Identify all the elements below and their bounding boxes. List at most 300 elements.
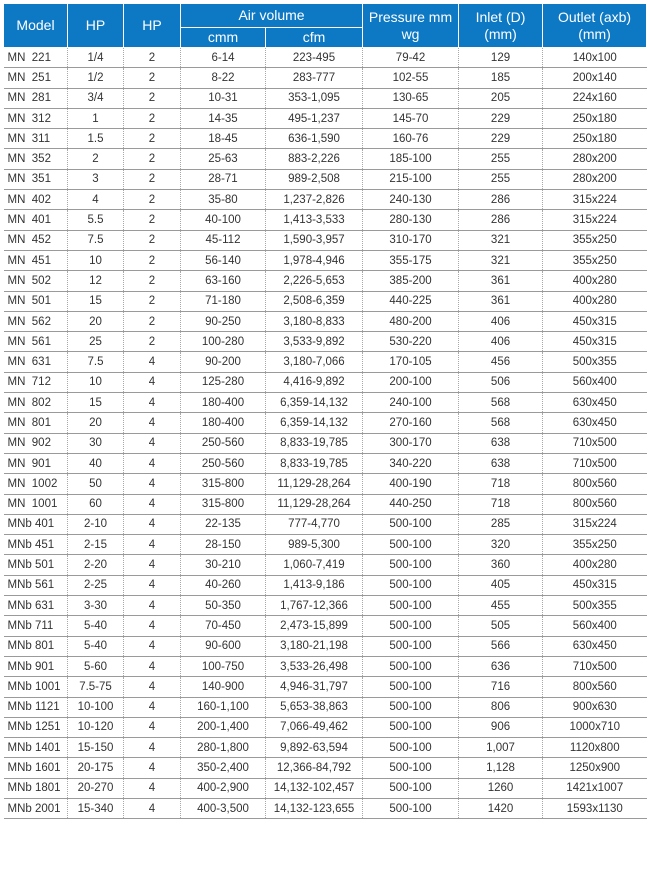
cell-outlet: 280x200: [543, 169, 647, 189]
cell-model: MNb 561: [4, 575, 68, 595]
cell-inlet: 638: [459, 453, 543, 473]
cell-hp-poles: 2: [124, 210, 181, 230]
header-hp-poles: HP: [124, 4, 181, 48]
cell-outlet: 200x140: [543, 68, 647, 88]
cell-cmm: 28-150: [181, 535, 266, 555]
cell-model: MN 631: [4, 352, 68, 372]
cell-model: MN 902: [4, 433, 68, 453]
cell-cmm: 30-210: [181, 555, 266, 575]
cell-hp: 15: [68, 393, 124, 413]
cell-hp-poles: 4: [124, 555, 181, 575]
cell-model: MN 562: [4, 311, 68, 331]
cell-inlet: 906: [459, 717, 543, 737]
table-row: [4, 535, 647, 555]
cell-inlet: 129: [459, 48, 543, 68]
table-row: [4, 352, 647, 372]
cell-cmm: 56-140: [181, 250, 266, 270]
cell-outlet: 250x180: [543, 108, 647, 128]
cell-hp-poles: 4: [124, 758, 181, 778]
cell-inlet: 455: [459, 596, 543, 616]
table-header: [4, 4, 647, 48]
header-inlet: Inlet (D) (mm): [459, 4, 543, 48]
table-row: [4, 413, 647, 433]
cell-hp: 10: [68, 372, 124, 392]
cell-model: MN 281: [4, 88, 68, 108]
cell-pressure: 270-160: [363, 413, 459, 433]
cell-hp: 2-20: [68, 555, 124, 575]
cell-inlet: 718: [459, 474, 543, 494]
cell-model: MN 802: [4, 393, 68, 413]
cell-hp: 1: [68, 108, 124, 128]
cell-hp-poles: 4: [124, 738, 181, 758]
table-row: [4, 271, 647, 291]
cell-inlet: 566: [459, 636, 543, 656]
cell-hp: 4: [68, 190, 124, 210]
cell-cmm: 22-135: [181, 514, 266, 534]
cell-model: MN 401: [4, 210, 68, 230]
cell-cmm: 14-35: [181, 108, 266, 128]
cell-cfm: 1,413-3,533: [266, 210, 363, 230]
cell-model: MN 221: [4, 48, 68, 68]
table-row: [4, 129, 647, 149]
cell-outlet: 450x315: [543, 311, 647, 331]
cell-model: MN 712: [4, 372, 68, 392]
cell-model: MNb 801: [4, 636, 68, 656]
cell-model: MN 1002: [4, 474, 68, 494]
cell-inlet: 718: [459, 494, 543, 514]
header-cmm: cmm: [181, 28, 266, 48]
cell-pressure: 240-100: [363, 393, 459, 413]
cell-cmm: 70-450: [181, 616, 266, 636]
cell-hp-poles: 4: [124, 717, 181, 737]
cell-cmm: 350-2,400: [181, 758, 266, 778]
cell-outlet: 280x200: [543, 149, 647, 169]
cell-inlet: 361: [459, 291, 543, 311]
cell-pressure: 200-100: [363, 372, 459, 392]
cell-cmm: 28-71: [181, 169, 266, 189]
cell-cfm: 4,946-31,797: [266, 677, 363, 697]
cell-outlet: 800x560: [543, 474, 647, 494]
cell-hp-poles: 4: [124, 677, 181, 697]
cell-cfm: 883-2,226: [266, 149, 363, 169]
cell-pressure: 160-76: [363, 129, 459, 149]
cell-outlet: 710x500: [543, 453, 647, 473]
cell-cmm: 10-31: [181, 88, 266, 108]
cell-hp-poles: 2: [124, 190, 181, 210]
table-row: [4, 596, 647, 616]
table-row: [4, 453, 647, 473]
cell-hp: 12: [68, 271, 124, 291]
cell-model: MNb 631: [4, 596, 68, 616]
cell-hp-poles: 2: [124, 129, 181, 149]
cell-cmm: 140-900: [181, 677, 266, 697]
cell-pressure: 500-100: [363, 717, 459, 737]
cell-outlet: 560x400: [543, 616, 647, 636]
cell-model: MN 352: [4, 149, 68, 169]
table-row: [4, 778, 647, 798]
cell-cfm: 12,366-84,792: [266, 758, 363, 778]
cell-cmm: 315-800: [181, 494, 266, 514]
cell-inlet: 320: [459, 535, 543, 555]
cell-pressure: 145-70: [363, 108, 459, 128]
cell-pressure: 480-200: [363, 311, 459, 331]
table-row: [4, 636, 647, 656]
cell-hp: 50: [68, 474, 124, 494]
cell-outlet: 450x315: [543, 575, 647, 595]
cell-hp: 15-150: [68, 738, 124, 758]
cell-cfm: 9,892-63,594: [266, 738, 363, 758]
cell-inlet: 360: [459, 555, 543, 575]
cell-pressure: 79-42: [363, 48, 459, 68]
cell-inlet: 568: [459, 413, 543, 433]
cell-cfm: 3,180-21,198: [266, 636, 363, 656]
cell-hp: 3-30: [68, 596, 124, 616]
cell-cfm: 4,416-9,892: [266, 372, 363, 392]
cell-hp: 7.5-75: [68, 677, 124, 697]
table-row: [4, 210, 647, 230]
cell-inlet: 286: [459, 190, 543, 210]
table-row: [4, 494, 647, 514]
cell-cmm: 250-560: [181, 433, 266, 453]
cell-hp-poles: 2: [124, 250, 181, 270]
table-row: [4, 311, 647, 331]
cell-inlet: 806: [459, 697, 543, 717]
cell-cfm: 14,132-102,457: [266, 778, 363, 798]
cell-cfm: 2,508-6,359: [266, 291, 363, 311]
cell-hp-poles: 4: [124, 413, 181, 433]
cell-pressure: 300-170: [363, 433, 459, 453]
cell-model: MN 351: [4, 169, 68, 189]
cell-hp-poles: 2: [124, 48, 181, 68]
cell-outlet: 1120x800: [543, 738, 647, 758]
cell-cfm: 6,359-14,132: [266, 413, 363, 433]
cell-hp: 3/4: [68, 88, 124, 108]
table-row: [4, 230, 647, 250]
table-row: [4, 656, 647, 676]
cell-model: MN 452: [4, 230, 68, 250]
cell-model: MNb 451: [4, 535, 68, 555]
cell-model: MNb 1121: [4, 697, 68, 717]
table-row: [4, 717, 647, 737]
cell-hp: 20: [68, 311, 124, 331]
table-row: [4, 68, 647, 88]
cell-hp-poles: 2: [124, 332, 181, 352]
table-row: [4, 169, 647, 189]
cell-hp-poles: 4: [124, 697, 181, 717]
cell-cmm: 25-63: [181, 149, 266, 169]
cell-pressure: 500-100: [363, 656, 459, 676]
table-row: [4, 190, 647, 210]
cell-model: MN 311: [4, 129, 68, 149]
cell-hp-poles: 4: [124, 433, 181, 453]
table-row: [4, 291, 647, 311]
cell-hp: 20-270: [68, 778, 124, 798]
cell-pressure: 310-170: [363, 230, 459, 250]
cell-outlet: 1421x1007: [543, 778, 647, 798]
cell-model: MNb 1801: [4, 778, 68, 798]
cell-cmm: 280-1,800: [181, 738, 266, 758]
cell-cmm: 50-350: [181, 596, 266, 616]
cell-cfm: 3,180-7,066: [266, 352, 363, 372]
cell-inlet: 229: [459, 108, 543, 128]
cell-model: MNb 501: [4, 555, 68, 575]
table-row: [4, 433, 647, 453]
cell-pressure: 500-100: [363, 596, 459, 616]
cell-model: MNb 1401: [4, 738, 68, 758]
table-row: [4, 250, 647, 270]
cell-outlet: 710x500: [543, 433, 647, 453]
cell-pressure: 130-65: [363, 88, 459, 108]
cell-model: MN 561: [4, 332, 68, 352]
cell-cmm: 400-3,500: [181, 798, 266, 818]
cell-hp: 30: [68, 433, 124, 453]
cell-hp-poles: 2: [124, 68, 181, 88]
cell-outlet: 1000x710: [543, 717, 647, 737]
cell-hp-poles: 4: [124, 453, 181, 473]
cell-pressure: 400-190: [363, 474, 459, 494]
cell-hp: 2-25: [68, 575, 124, 595]
cell-model: MN 312: [4, 108, 68, 128]
cell-cmm: 180-400: [181, 413, 266, 433]
cell-pressure: 170-105: [363, 352, 459, 372]
cell-inlet: 1,128: [459, 758, 543, 778]
cell-cfm: 14,132-123,655: [266, 798, 363, 818]
cell-hp-poles: 4: [124, 535, 181, 555]
cell-hp-poles: 4: [124, 636, 181, 656]
cell-hp-poles: 4: [124, 474, 181, 494]
header-air-volume: Air volume: [181, 4, 363, 28]
cell-cmm: 45-112: [181, 230, 266, 250]
cell-outlet: 140x100: [543, 48, 647, 68]
cell-hp-poles: 2: [124, 169, 181, 189]
table-row: [4, 616, 647, 636]
table-row: [4, 332, 647, 352]
cell-model: MNb 1601: [4, 758, 68, 778]
cell-cmm: 90-250: [181, 311, 266, 331]
cell-cfm: 1,413-9,186: [266, 575, 363, 595]
cell-pressure: 500-100: [363, 514, 459, 534]
cell-hp-poles: 4: [124, 393, 181, 413]
cell-pressure: 500-100: [363, 616, 459, 636]
cell-outlet: 315x224: [543, 514, 647, 534]
cell-outlet: 1250x900: [543, 758, 647, 778]
header-pressure: Pressure mm wg: [363, 4, 459, 48]
cell-cfm: 3,533-26,498: [266, 656, 363, 676]
cell-model: MN 901: [4, 453, 68, 473]
cell-pressure: 500-100: [363, 758, 459, 778]
cell-pressure: 500-100: [363, 738, 459, 758]
cell-outlet: 800x560: [543, 677, 647, 697]
cell-hp: 25: [68, 332, 124, 352]
cell-hp-poles: 2: [124, 108, 181, 128]
cell-hp-poles: 2: [124, 271, 181, 291]
cell-outlet: 400x280: [543, 291, 647, 311]
cell-outlet: 560x400: [543, 372, 647, 392]
table-row: [4, 88, 647, 108]
cell-hp: 1/2: [68, 68, 124, 88]
table-row: [4, 738, 647, 758]
cell-inlet: 506: [459, 372, 543, 392]
cell-outlet: 400x280: [543, 271, 647, 291]
cell-hp: 5-40: [68, 636, 124, 656]
cell-inlet: 405: [459, 575, 543, 595]
cell-cmm: 250-560: [181, 453, 266, 473]
cell-outlet: 355x250: [543, 535, 647, 555]
cell-hp: 3: [68, 169, 124, 189]
table-row: [4, 474, 647, 494]
cell-cfm: 7,066-49,462: [266, 717, 363, 737]
cell-hp-poles: 2: [124, 230, 181, 250]
cell-model: MN 402: [4, 190, 68, 210]
cell-pressure: 440-250: [363, 494, 459, 514]
cell-cfm: 6,359-14,132: [266, 393, 363, 413]
cell-cfm: 777-4,770: [266, 514, 363, 534]
cell-hp: 7.5: [68, 352, 124, 372]
header-hp: HP: [68, 4, 124, 48]
cell-model: MNb 401: [4, 514, 68, 534]
cell-inlet: 185: [459, 68, 543, 88]
cell-cfm: 353-1,095: [266, 88, 363, 108]
cell-inlet: 456: [459, 352, 543, 372]
cell-model: MN 501: [4, 291, 68, 311]
cell-outlet: 1593x1130: [543, 798, 647, 818]
cell-inlet: 1,007: [459, 738, 543, 758]
cell-hp-poles: 4: [124, 798, 181, 818]
cell-inlet: 1420: [459, 798, 543, 818]
cell-hp: 10: [68, 250, 124, 270]
cell-cfm: 989-2,508: [266, 169, 363, 189]
cell-pressure: 185-100: [363, 149, 459, 169]
cell-cfm: 5,653-38,863: [266, 697, 363, 717]
cell-hp-poles: 4: [124, 616, 181, 636]
fan-spec-table: [3, 3, 647, 819]
cell-pressure: 500-100: [363, 697, 459, 717]
table-row: [4, 393, 647, 413]
cell-model: MNb 1251: [4, 717, 68, 737]
cell-cfm: 3,180-8,833: [266, 311, 363, 331]
cell-cmm: 8-22: [181, 68, 266, 88]
cell-inlet: 1260: [459, 778, 543, 798]
cell-outlet: 900x630: [543, 697, 647, 717]
table-row: [4, 514, 647, 534]
cell-hp-poles: 4: [124, 372, 181, 392]
table-row: [4, 372, 647, 392]
header-outlet: Outlet (axb) (mm): [543, 4, 647, 48]
table-row: [4, 108, 647, 128]
cell-inlet: 716: [459, 677, 543, 697]
cell-inlet: 638: [459, 433, 543, 453]
cell-cfm: 495-1,237: [266, 108, 363, 128]
cell-hp-poles: 4: [124, 596, 181, 616]
cell-cmm: 125-280: [181, 372, 266, 392]
cell-outlet: 500x355: [543, 352, 647, 372]
cell-pressure: 530-220: [363, 332, 459, 352]
cell-inlet: 406: [459, 311, 543, 331]
cell-hp: 2-15: [68, 535, 124, 555]
cell-cmm: 63-160: [181, 271, 266, 291]
table-row: [4, 798, 647, 818]
cell-outlet: 630x450: [543, 393, 647, 413]
cell-cmm: 40-260: [181, 575, 266, 595]
cell-hp-poles: 2: [124, 149, 181, 169]
cell-inlet: 636: [459, 656, 543, 676]
cell-inlet: 255: [459, 169, 543, 189]
cell-cfm: 11,129-28,264: [266, 474, 363, 494]
cell-cmm: 400-2,900: [181, 778, 266, 798]
cell-cmm: 35-80: [181, 190, 266, 210]
cell-hp: 15-340: [68, 798, 124, 818]
cell-outlet: 450x315: [543, 332, 647, 352]
cell-model: MN 251: [4, 68, 68, 88]
cell-hp-poles: 4: [124, 352, 181, 372]
table-row: [4, 48, 647, 68]
cell-inlet: 205: [459, 88, 543, 108]
cell-inlet: 505: [459, 616, 543, 636]
cell-cfm: 989-5,300: [266, 535, 363, 555]
cell-outlet: 800x560: [543, 494, 647, 514]
cell-model: MN 502: [4, 271, 68, 291]
cell-hp: 5.5: [68, 210, 124, 230]
cell-model: MNb 2001: [4, 798, 68, 818]
cell-hp: 20: [68, 413, 124, 433]
cell-model: MNb 1001: [4, 677, 68, 697]
cell-hp: 60: [68, 494, 124, 514]
cell-outlet: 630x450: [543, 413, 647, 433]
cell-cmm: 100-750: [181, 656, 266, 676]
cell-pressure: 500-100: [363, 535, 459, 555]
cell-cfm: 1,237-2,826: [266, 190, 363, 210]
cell-pressure: 500-100: [363, 798, 459, 818]
cell-inlet: 321: [459, 230, 543, 250]
cell-inlet: 229: [459, 129, 543, 149]
cell-hp: 15: [68, 291, 124, 311]
cell-cfm: 1,060-7,419: [266, 555, 363, 575]
cell-hp: 2: [68, 149, 124, 169]
cell-cfm: 2,473-15,899: [266, 616, 363, 636]
cell-hp: 1.5: [68, 129, 124, 149]
table-row: [4, 677, 647, 697]
cell-hp-poles: 2: [124, 311, 181, 331]
cell-outlet: 630x450: [543, 636, 647, 656]
cell-cmm: 90-200: [181, 352, 266, 372]
cell-pressure: 355-175: [363, 250, 459, 270]
cell-pressure: 500-100: [363, 677, 459, 697]
cell-inlet: 285: [459, 514, 543, 534]
cell-cmm: 180-400: [181, 393, 266, 413]
cell-inlet: 255: [459, 149, 543, 169]
cell-cmm: 6-14: [181, 48, 266, 68]
cell-outlet: 315x224: [543, 190, 647, 210]
cell-cfm: 8,833-19,785: [266, 433, 363, 453]
cell-pressure: 340-220: [363, 453, 459, 473]
cell-hp: 20-175: [68, 758, 124, 778]
cell-pressure: 500-100: [363, 636, 459, 656]
cell-hp: 5-60: [68, 656, 124, 676]
cell-cmm: 18-45: [181, 129, 266, 149]
cell-pressure: 385-200: [363, 271, 459, 291]
cell-hp: 5-40: [68, 616, 124, 636]
cell-cfm: 223-495: [266, 48, 363, 68]
cell-inlet: 568: [459, 393, 543, 413]
cell-hp: 7.5: [68, 230, 124, 250]
cell-cmm: 315-800: [181, 474, 266, 494]
cell-cfm: 3,533-9,892: [266, 332, 363, 352]
cell-hp-poles: 2: [124, 291, 181, 311]
cell-cmm: 200-1,400: [181, 717, 266, 737]
cell-model: MN 801: [4, 413, 68, 433]
cell-cfm: 11,129-28,264: [266, 494, 363, 514]
header-cfm: cfm: [266, 28, 363, 48]
